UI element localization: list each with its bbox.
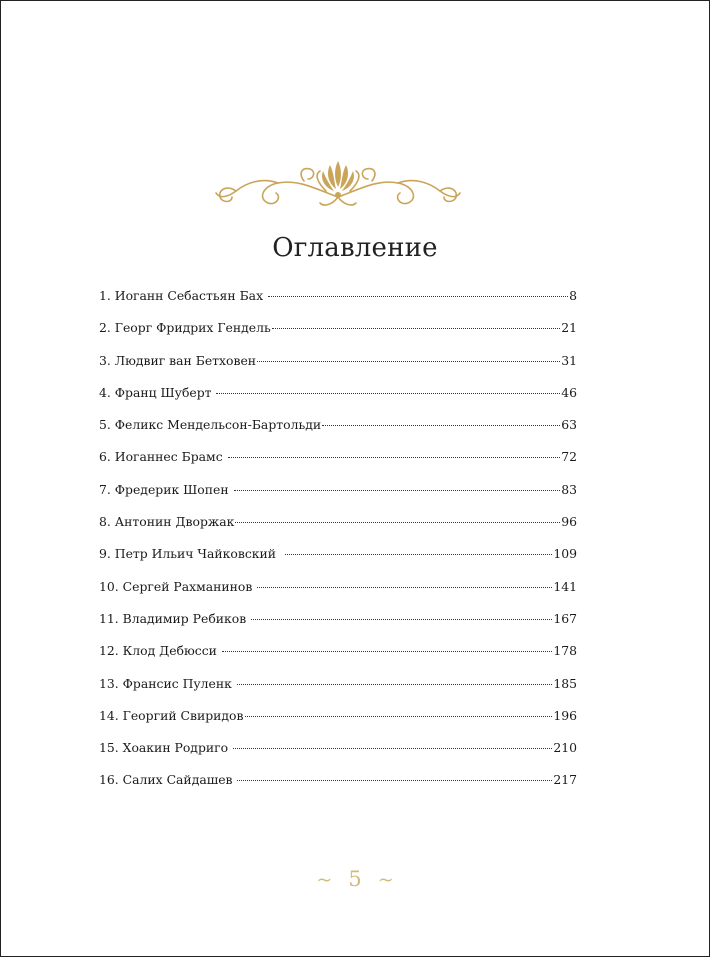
toc-entry-page: 185	[553, 675, 577, 691]
toc-entry-title: 4. Франц Шуберт	[99, 384, 216, 400]
toc-entry[interactable]	[99, 417, 577, 449]
footer-left-tilde: ~	[316, 869, 333, 891]
dot-leader	[237, 684, 553, 685]
toc-entry-page: 83	[561, 481, 577, 497]
toc-entry-title: 14. Георгий Свиридов	[99, 707, 244, 723]
toc-entry-title: 2. Георг Фридрих Гендель	[99, 320, 271, 336]
dot-leader	[322, 425, 560, 426]
toc-entry-title: 8. Антонин Дворжак	[99, 514, 235, 530]
toc-entry-page: 63	[561, 417, 577, 433]
toc-entry-title: 13. Франсис Пуленк	[99, 675, 236, 691]
ornament-icon	[206, 153, 470, 215]
toc-entry[interactable]	[99, 579, 577, 611]
toc-entry-page: 167	[553, 610, 577, 626]
toc-entry-page: 21	[561, 320, 577, 336]
toc-entry-page: 210	[553, 740, 577, 756]
dot-leader	[235, 522, 560, 523]
toc-entry[interactable]	[99, 482, 577, 514]
dot-leader	[257, 587, 552, 588]
toc-entry-page: 109	[553, 546, 577, 562]
toc-entry-page: 96	[561, 514, 577, 530]
toc-entry[interactable]	[99, 546, 577, 578]
toc-entry-page: 196	[553, 707, 577, 723]
toc-entry[interactable]	[99, 740, 577, 772]
toc-entry[interactable]	[99, 449, 577, 481]
toc-entry[interactable]	[99, 385, 577, 417]
toc-entry[interactable]	[99, 353, 577, 385]
toc-entry[interactable]	[99, 611, 577, 643]
toc-entry[interactable]	[99, 676, 577, 708]
dot-leader	[228, 457, 561, 458]
dot-leader	[234, 490, 561, 491]
toc-entry-page: 178	[553, 643, 577, 659]
toc-entry-title: 6. Иоганнес Брамс	[99, 449, 227, 465]
dot-leader	[222, 651, 552, 652]
toc-entry[interactable]	[99, 772, 577, 804]
toc-entry-title: 9. Петр Ильич Чайковский	[99, 546, 284, 562]
toc-entry-page: 31	[561, 352, 577, 368]
page-footer	[1, 867, 709, 891]
page-title: Оглавление	[272, 233, 438, 263]
table-of-contents	[99, 288, 577, 805]
dot-leader	[233, 748, 552, 749]
toc-entry-page: 72	[561, 449, 577, 465]
toc-entry-title: 7. Фредерик Шопен	[99, 481, 233, 497]
toc-entry-page: 141	[553, 578, 577, 594]
toc-entry-title: 5. Феликс Мендельсон-Бартольди	[99, 417, 322, 433]
dot-leader	[257, 361, 560, 362]
toc-entry[interactable]	[99, 288, 577, 320]
toc-entry-title: 11. Владимир Ребиков	[99, 610, 251, 626]
toc-entry-title: 1. Иоганн Себастьян Бах	[99, 288, 267, 303]
dot-leader	[272, 328, 561, 329]
toc-entry-title: 12. Клод Дебюсси	[99, 643, 221, 659]
page-number: 5	[348, 867, 362, 891]
toc-entry-title: 3. Людвиг ван Бетховен	[99, 352, 257, 368]
dot-leader	[237, 780, 552, 781]
toc-entry-title: 10. Сергей Рахманинов	[99, 578, 257, 594]
toc-entry-page: 46	[561, 384, 577, 400]
dot-leader	[285, 554, 552, 555]
toc-entry-title: 15. Хоакин Родриго	[99, 740, 233, 756]
toc-entry-page: 8	[569, 288, 577, 303]
toc-entry[interactable]	[99, 514, 577, 546]
footer-right-tilde: ~	[377, 869, 394, 891]
dot-leader	[245, 716, 553, 717]
toc-entry[interactable]	[99, 320, 577, 352]
toc-entry[interactable]	[99, 708, 577, 740]
toc-entry-title: 16. Салих Сайдашев	[99, 772, 237, 788]
toc-entry-page: 217	[553, 772, 577, 788]
dot-leader	[216, 393, 560, 394]
dot-leader	[251, 619, 552, 620]
dot-leader	[268, 296, 568, 297]
toc-entry[interactable]	[99, 643, 577, 675]
